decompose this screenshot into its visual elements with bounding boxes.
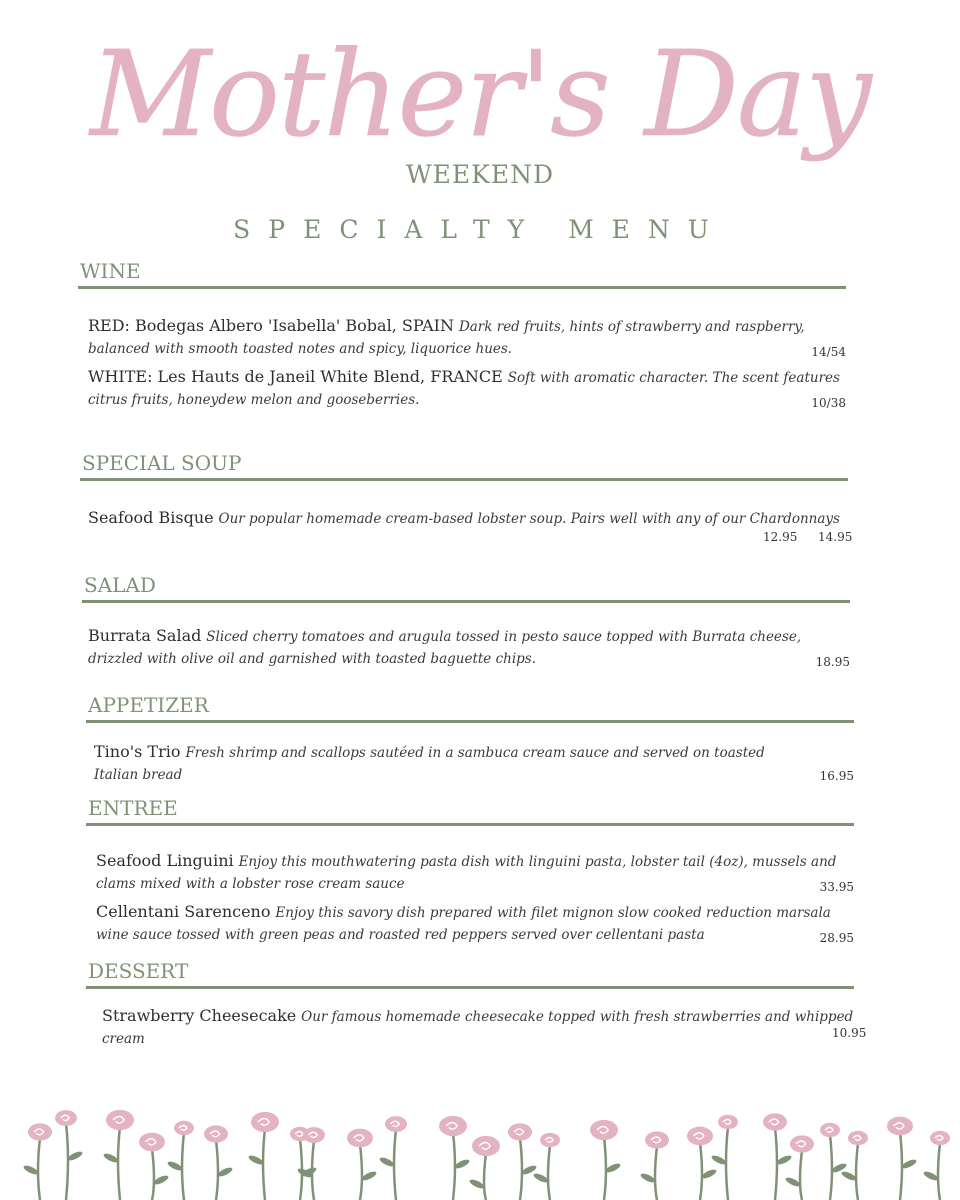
section-title: DESSERT: [86, 958, 854, 989]
item-description: Sliced cherry tomatoes and arugula tossed in pesto sauce topped with Burrata cheese, drizzled with olive oil and garnished with toasted baguette chips.: [88, 629, 802, 667]
subtitle-weekend: WEEKEND: [405, 160, 555, 189]
item-description: Our popular homemade cream-based lobster soup. Pairs well with any of our Chardonnays: [218, 511, 840, 527]
item-description: Dark red fruits, hints of strawberry and raspberry, balanced with smooth toasted notes and spicy, liquorice hues.: [88, 319, 805, 357]
item-description: Soft with aromatic character. The scent features citrus fruits, honeydew melon and gooseberries.: [88, 370, 840, 408]
item-description: Our famous homemade cheesecake topped with fresh strawberries and whipped cream: [102, 1009, 854, 1047]
item-price: 10.95: [832, 1026, 867, 1040]
item-name: Cellentani Sarenceno: [96, 902, 271, 921]
section-salad: [82, 572, 850, 670]
section-wine: [78, 258, 846, 411]
menu-item: [88, 625, 850, 670]
mothers-day-script-title: [0, 0, 960, 170]
item-name: WHITE: Les Hauts de Janeil White Blend, FRANCE: [88, 367, 503, 386]
section-title: SPECIAL SOUP: [80, 450, 848, 481]
item-price: 28.95: [814, 930, 854, 946]
item-name: Burrata Salad: [88, 626, 202, 645]
section-entree: [86, 795, 854, 946]
item-price-bowl: 14.95: [818, 530, 853, 544]
item-name: Tino's Trio: [94, 742, 181, 761]
item-name: Seafood Bisque: [88, 508, 214, 527]
section-title: SALAD: [82, 572, 850, 603]
menu-item: [88, 507, 853, 549]
section-special-soup: [80, 450, 853, 549]
item-description: Enjoy this savory dish prepared with filet mignon slow cooked reduction marsala wine sauce tossed with green peas and roasted red peppers served over cellentani pasta: [96, 905, 831, 943]
menu-item: [102, 1005, 867, 1047]
menu-item: [88, 366, 846, 411]
menu-title: SPECIALTY MENU: [233, 215, 727, 244]
menu-item: [96, 850, 854, 895]
item-name: Seafood Linguini: [96, 851, 234, 870]
section-title: ENTREE: [86, 795, 854, 826]
menu-item: [94, 741, 854, 786]
item-price: 10/38: [805, 395, 846, 411]
item-price: 16.95: [814, 768, 854, 784]
item-price: 14/54: [805, 344, 846, 360]
item-price: 33.95: [814, 879, 854, 895]
rose-border-icon: [0, 1100, 960, 1200]
item-name: RED: Bodegas Albero 'Isabella' Bobal, SPAIN: [88, 316, 454, 335]
menu-item: [96, 901, 854, 946]
script-title-text: Mother's Day: [90, 25, 870, 163]
item-description: Enjoy this mouthwatering pasta dish with linguini pasta, lobster tail (4oz), mussels and clams mixed with a lobster rose cream sauce: [96, 854, 837, 892]
section-dessert: [86, 958, 867, 1047]
item-name: Strawberry Cheesecake: [102, 1006, 297, 1025]
section-title: WINE: [78, 258, 846, 289]
item-description: Fresh shrimp and scallops sautéed in a sambuca cream sauce and served on toasted Italian bread: [94, 745, 765, 783]
item-price-cup: 12.95: [763, 530, 798, 544]
section-title: APPETIZER: [86, 692, 854, 723]
item-price: 18.95: [810, 654, 850, 670]
menu-item: [88, 315, 846, 360]
section-appetizer: [86, 692, 854, 786]
